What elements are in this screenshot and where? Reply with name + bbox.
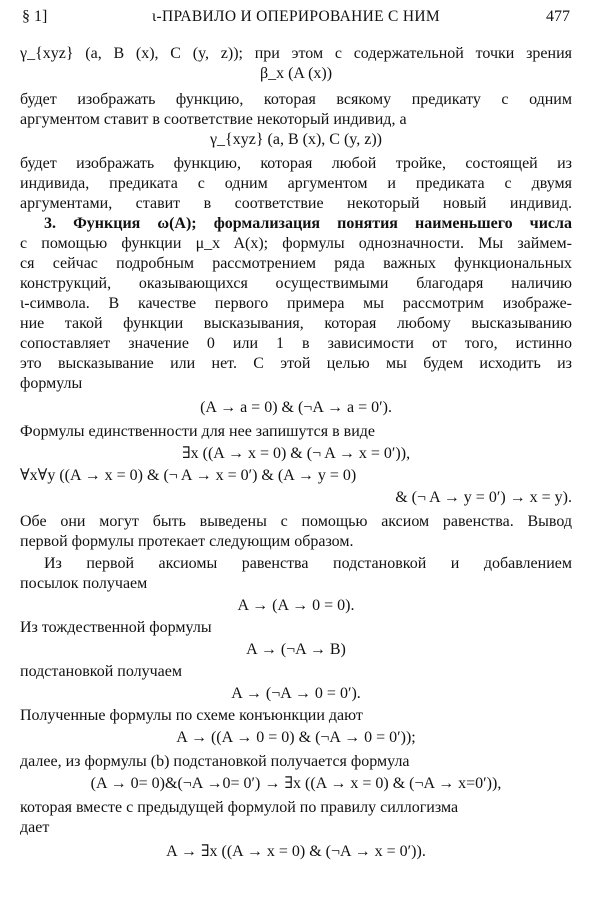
formula-line: A → ((A → 0 = 0) & (¬A → 0 = 0′)); [176,729,416,746]
text-line: далее, из формулы (b) подстановкой получается формула [20,753,410,770]
text-line: Из первой аксиомы равенства подстановкой и добавлением [44,555,572,572]
text-line: ι-символа. В качестве первого примера мы рассмотрим изображе- [20,295,572,312]
formula-line: A → (¬A → B) [246,641,346,658]
text-line: которая вместе с предыдущей формулой по правилу силлогизма [20,799,459,816]
text-line: посылок получаем [20,575,148,592]
running-header [22,8,570,30]
text-line: ние такой функции высказывания, которая любому высказыванию [20,315,572,332]
text-line: формулы [20,375,83,392]
section-marker: § 1] [22,8,48,25]
formula-line: (A → 0= 0)&(¬A →0= 0′) → ∃x ((A → x = 0) & (¬A → x=0′)), [90,775,502,792]
formula-line: β_x (A (x)) [259,65,333,82]
text-line: аргументом ставит в соответствие некоторый индивид, а [20,111,407,128]
text-line: Из тождественной формулы [20,619,212,636]
text-line: индивида, предиката с одним аргументом и предиката с двумя [20,175,572,192]
running-title: ι-ПРАВИЛО И ОПЕРИРОВАНИЕ С НИМ [152,8,440,25]
text-line: с помощью функции μ_x A(x); формулы однозначности. Мы займем- [20,235,572,252]
text-line: конструкций, оказывающихся осуществимыми благодаря наличию [20,275,572,292]
formula-line: γ_{xyz} (a, B (x), C (y, z)) [209,131,382,148]
text-line: сопоставляет значение 0 или 1 в зависимости от того, истинно [20,335,572,352]
formula-line: (A → a = 0) & (¬A → a = 0′). [200,399,392,416]
text-line: Полученные формулы по схеме конъюнкции дают [20,707,363,724]
text-line: аргументами, ставит в соответствие некоторый новый индивид. [20,195,572,212]
text-line: будет изображать функцию, которая всякому предикату с одним [20,91,572,108]
formula-line: & (¬ A → y = 0′) → x = y). [395,489,572,506]
text-line: дает [20,819,50,836]
formula-line: A → (A → 0 = 0). [237,597,355,614]
text-line: будет изображать функцию, которая любой тройке, состоящей из [20,155,572,172]
formula-line: ∀x∀y ((A → x = 0) & (¬ A → x = 0′) & (A → y = 0) [20,467,357,484]
text-line: подстановкой получаем [20,663,182,680]
formula-line: A → ∃x ((A → x = 0) & (¬A → x = 0′)). [166,843,426,860]
text-line: ся сейчас подробным рассмотрением ряда важных функциональных [20,255,572,272]
text-line: γ_{xyz} (a, B (x), C (y, z)); при этом с содержательной точки зрения [20,45,572,62]
subsection-heading: 3. Функция ω(A); формализация понятия наименьшего числа [44,215,572,232]
page-number: 477 [546,8,570,25]
formula-line: ∃x ((A → x = 0) & (¬ A → x = 0′)), [181,445,411,462]
text-line: это высказывание или нет. С этой целью мы будем исходить из [20,355,572,372]
text-line: Обе они могут быть выведены с помощью аксиом равенства. Вывод [20,513,572,530]
text-line: первой формулы протекает следующим образом. [20,533,354,550]
formula-line: A → (¬A → 0 = 0′). [231,685,361,702]
text-line: Формулы единственности для нее запишутся в виде [20,423,376,440]
